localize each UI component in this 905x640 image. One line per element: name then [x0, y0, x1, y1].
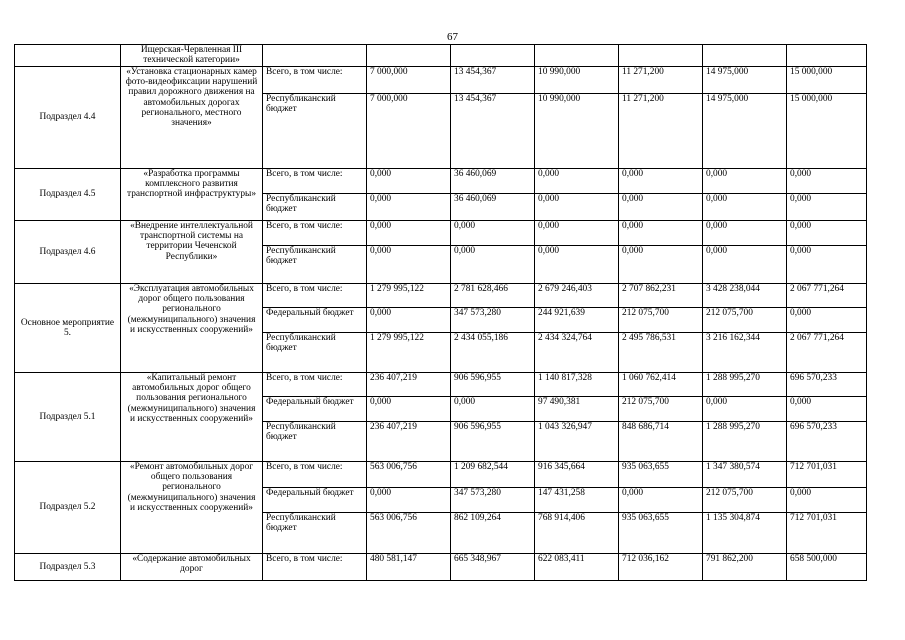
amount-cell	[619, 45, 703, 67]
amount-cell: 147 431,258	[535, 488, 619, 513]
description-cell: «Содержание автомобильных дорог	[121, 554, 263, 581]
amount-cell: 236 407,219	[367, 422, 451, 462]
amount-cell: 212 075,700	[703, 488, 787, 513]
table-row	[15, 462, 867, 488]
funding-source-cell: Всего, в том числе:	[263, 221, 367, 246]
amount-cell: 0,000	[367, 308, 451, 333]
amount-cell: 347 573,280	[451, 488, 535, 513]
table-row	[15, 554, 867, 581]
amount-cell: 0,000	[703, 194, 787, 221]
amount-cell: 480 581,147	[367, 554, 451, 581]
amount-cell: 7 000,000	[367, 67, 451, 94]
section-cell: Подраздел 4.4	[15, 67, 121, 169]
amount-cell: 0,000	[703, 169, 787, 194]
amount-cell: 0,000	[619, 169, 703, 194]
amount-cell	[367, 45, 451, 67]
amount-cell: 696 570,233	[787, 422, 867, 462]
amount-cell: 13 454,367	[451, 67, 535, 94]
amount-cell: 0,000	[451, 221, 535, 246]
amount-cell: 13 454,367	[451, 94, 535, 169]
amount-cell: 2 679 246,403	[535, 284, 619, 308]
description-cell: «Ремонт автомобильных дорог общего пользования регионального (межмуниципального) значения и искусственных сооружений»	[121, 462, 263, 554]
amount-cell: 0,000	[451, 246, 535, 284]
amount-cell: 1 288 995,270	[703, 373, 787, 397]
amount-cell: 15 000,000	[787, 94, 867, 169]
amount-cell: 1 209 682,544	[451, 462, 535, 488]
amount-cell: 36 460,069	[451, 194, 535, 221]
amount-cell: 36 460,069	[451, 169, 535, 194]
amount-cell: 7 000,000	[367, 94, 451, 169]
description-cell: «Установка стационарных камер фото-видеофиксации нарушений правил дорожного движения на автомобильных дорогах регионального, местного значения»	[121, 67, 263, 169]
amount-cell: 2 067 771,264	[787, 284, 867, 308]
table-row	[15, 45, 867, 67]
section-cell: Подраздел 4.6	[15, 221, 121, 284]
amount-cell	[535, 45, 619, 67]
funding-source-cell: Всего, в том числе:	[263, 284, 367, 308]
amount-cell: 97 490,381	[535, 397, 619, 422]
amount-cell: 0,000	[367, 246, 451, 284]
page-number: 67	[447, 31, 458, 43]
amount-cell: 0,000	[619, 194, 703, 221]
funding-source-cell: Федеральный бюджет	[263, 308, 367, 333]
section-cell: Подраздел 4.5	[15, 169, 121, 221]
section-cell: Подраздел 5.1	[15, 373, 121, 462]
amount-cell: 2 495 786,531	[619, 333, 703, 373]
amount-cell: 563 006,756	[367, 513, 451, 554]
amount-cell: 862 109,264	[451, 513, 535, 554]
amount-cell: 712 701,031	[787, 513, 867, 554]
budget-table	[14, 44, 867, 581]
amount-cell: 935 063,655	[619, 513, 703, 554]
amount-cell: 3 428 238,044	[703, 284, 787, 308]
amount-cell	[451, 45, 535, 67]
amount-cell: 712 701,031	[787, 462, 867, 488]
table-row	[15, 373, 867, 397]
table-row	[15, 284, 867, 308]
amount-cell: 1 135 304,874	[703, 513, 787, 554]
funding-source-cell: Всего, в том числе:	[263, 373, 367, 397]
amount-cell: 0,000	[367, 397, 451, 422]
table-row	[15, 67, 867, 94]
funding-source-cell: Республиканский бюджет	[263, 246, 367, 284]
funding-source-cell: Всего, в том числе:	[263, 462, 367, 488]
table-row	[15, 221, 867, 246]
amount-cell: 0,000	[787, 488, 867, 513]
amount-cell: 212 075,700	[619, 308, 703, 333]
amount-cell: 0,000	[535, 246, 619, 284]
amount-cell: 791 862,200	[703, 554, 787, 581]
funding-source-cell: Федеральный бюджет	[263, 397, 367, 422]
amount-cell: 665 348,967	[451, 554, 535, 581]
amount-cell: 0,000	[619, 488, 703, 513]
amount-cell: 1 060 762,414	[619, 373, 703, 397]
amount-cell: 1 140 817,328	[535, 373, 619, 397]
amount-cell: 0,000	[787, 194, 867, 221]
description-cell: «Эксплуатация автомобильных дорог общего пользования регионального (межмуниципального) значения и искусственных сооружений»	[121, 284, 263, 373]
amount-cell	[787, 45, 867, 67]
amount-cell: 15 000,000	[787, 67, 867, 94]
amount-cell: 1 288 995,270	[703, 422, 787, 462]
amount-cell: 0,000	[619, 221, 703, 246]
section-cell: Основное мероприятие 5.	[15, 284, 121, 373]
description-cell: «Внедрение интеллектуальной транспортной системы на территории Чеченской Республики»	[121, 221, 263, 284]
amount-cell: 0,000	[787, 169, 867, 194]
amount-cell: 11 271,200	[619, 67, 703, 94]
amount-cell: 563 006,756	[367, 462, 451, 488]
funding-source-cell: Республиканский бюджет	[263, 513, 367, 554]
amount-cell: 14 975,000	[703, 67, 787, 94]
funding-source-cell: Федеральный бюджет	[263, 488, 367, 513]
section-cell: Подраздел 5.3	[15, 554, 121, 581]
amount-cell: 935 063,655	[619, 462, 703, 488]
amount-cell: 14 975,000	[703, 94, 787, 169]
funding-source-cell: Республиканский бюджет	[263, 333, 367, 373]
description-cell: «Капитальный ремонт автомобильных дорог общего пользования регионального (межмуниципального) значения и искусственных сооружений»	[121, 373, 263, 462]
amount-cell: 2 781 628,466	[451, 284, 535, 308]
amount-cell: 0,000	[535, 169, 619, 194]
amount-cell: 0,000	[703, 221, 787, 246]
funding-source-cell	[263, 45, 367, 67]
table-row	[15, 169, 867, 194]
amount-cell: 658 500,000	[787, 554, 867, 581]
amount-cell: 906 596,955	[451, 422, 535, 462]
amount-cell: 2 434 055,186	[451, 333, 535, 373]
amount-cell: 0,000	[787, 221, 867, 246]
amount-cell: 0,000	[787, 246, 867, 284]
amount-cell: 11 271,200	[619, 94, 703, 169]
description-cell: «Разработка программы комплексного развития транспортной инфраструктуры»	[121, 169, 263, 221]
amount-cell: 10 990,000	[535, 94, 619, 169]
funding-source-cell: Республиканский бюджет	[263, 194, 367, 221]
amount-cell	[703, 45, 787, 67]
funding-source-cell: Всего, в том числе:	[263, 67, 367, 94]
amount-cell: 0,000	[367, 488, 451, 513]
amount-cell: 0,000	[367, 221, 451, 246]
section-cell: Подраздел 5.2	[15, 462, 121, 554]
amount-cell: 10 990,000	[535, 67, 619, 94]
amount-cell: 212 075,700	[703, 308, 787, 333]
amount-cell: 244 921,639	[535, 308, 619, 333]
amount-cell: 1 043 326,947	[535, 422, 619, 462]
description-cell: Ищерская-Червленная III технической категории»	[121, 45, 263, 67]
amount-cell: 0,000	[787, 397, 867, 422]
amount-cell: 696 570,233	[787, 373, 867, 397]
amount-cell: 2 707 862,231	[619, 284, 703, 308]
amount-cell: 2 067 771,264	[787, 333, 867, 373]
funding-source-cell: Республиканский бюджет	[263, 422, 367, 462]
amount-cell: 236 407,219	[367, 373, 451, 397]
amount-cell: 906 596,955	[451, 373, 535, 397]
amount-cell: 347 573,280	[451, 308, 535, 333]
amount-cell: 0,000	[451, 397, 535, 422]
section-cell	[15, 45, 121, 67]
amount-cell: 916 345,664	[535, 462, 619, 488]
amount-cell: 768 914,406	[535, 513, 619, 554]
amount-cell: 0,000	[535, 221, 619, 246]
funding-source-cell: Республиканский бюджет	[263, 94, 367, 169]
funding-source-cell: Всего, в том числе:	[263, 554, 367, 581]
amount-cell: 0,000	[787, 308, 867, 333]
amount-cell: 848 686,714	[619, 422, 703, 462]
amount-cell: 0,000	[367, 169, 451, 194]
amount-cell: 2 434 324,764	[535, 333, 619, 373]
amount-cell: 0,000	[367, 194, 451, 221]
amount-cell: 622 083,411	[535, 554, 619, 581]
amount-cell: 1 279 995,122	[367, 333, 451, 373]
amount-cell: 1 347 380,574	[703, 462, 787, 488]
amount-cell: 0,000	[703, 246, 787, 284]
amount-cell: 712 036,162	[619, 554, 703, 581]
amount-cell: 0,000	[535, 194, 619, 221]
amount-cell: 0,000	[619, 246, 703, 284]
amount-cell: 3 216 162,344	[703, 333, 787, 373]
amount-cell: 1 279 995,122	[367, 284, 451, 308]
funding-source-cell: Всего, в том числе:	[263, 169, 367, 194]
amount-cell: 212 075,700	[619, 397, 703, 422]
amount-cell: 0,000	[703, 397, 787, 422]
